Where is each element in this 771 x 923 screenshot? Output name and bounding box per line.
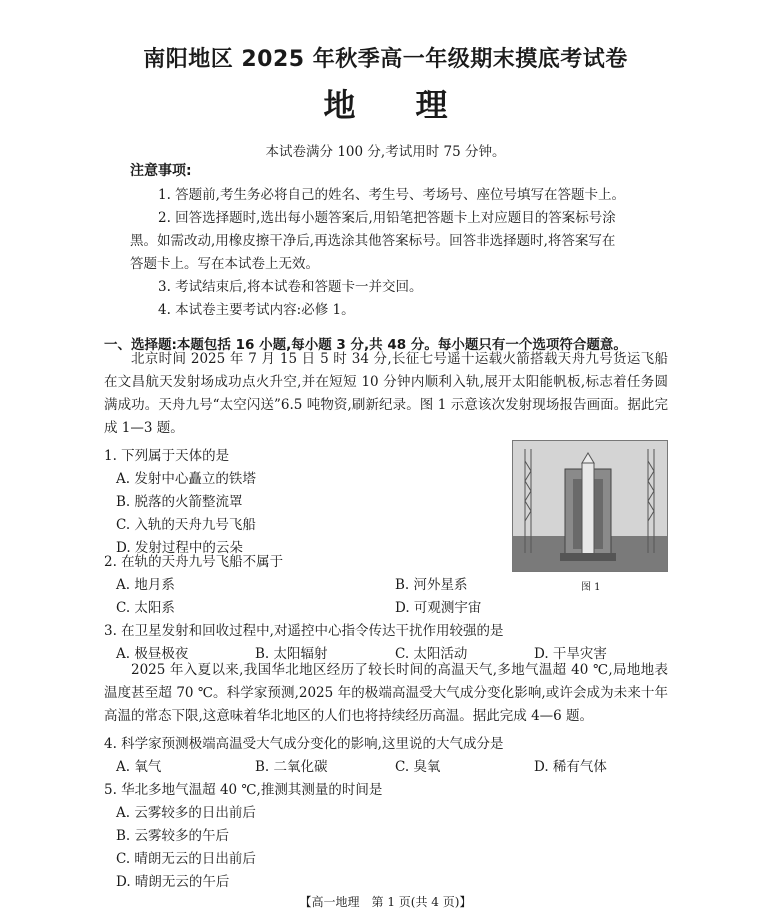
question-2-option: A. 地月系 <box>116 577 175 593</box>
question-5-option: B. 云雾较多的午后 <box>116 828 230 844</box>
question-2-option: C. 太阳系 <box>116 600 175 616</box>
figure-caption: 图 1 <box>581 582 601 593</box>
question-3-option: D. 干旱灾害 <box>534 646 607 662</box>
question-4-option: B. 二氧化碳 <box>255 759 328 775</box>
question-5-option: C. 晴朗无云的日出前后 <box>116 851 256 867</box>
question-4-option: A. 氧气 <box>116 759 162 775</box>
exam-info: 本试卷满分 100 分,考试用时 75 分钟。 <box>265 144 506 160</box>
question-1-option: C. 入轨的天舟九号飞船 <box>116 517 256 533</box>
question-3-option: A. 极昼极夜 <box>116 646 189 662</box>
question-1-option: A. 发射中心矗立的铁塔 <box>116 471 256 487</box>
page-footer: 【高一地理 第 1 页(共 4 页)】 <box>299 895 472 909</box>
question-1-stem: 1. 下列属于天体的是 <box>104 448 230 464</box>
notice-heading: 注意事项: <box>130 163 192 179</box>
question-1-option: D. 发射过程中的云朵 <box>116 540 243 556</box>
notice-item: 4. 本试卷主要考试内容:必修 1。 <box>158 302 355 318</box>
question-5-option: D. 晴朗无云的午后 <box>116 874 230 890</box>
subject-title: 地理 <box>323 86 508 124</box>
question-4-option: D. 稀有气体 <box>534 759 607 775</box>
question-5-stem: 5. 华北多地气温超 40 ℃,推测其测量的时间是 <box>104 782 383 798</box>
question-3-stem: 3. 在卫星发射和回收过程中,对遥控中心指令传达干扰作用较强的是 <box>104 623 504 639</box>
exam-title: 南阳地区 2025 年秋季高一年级期末摸底考试卷 <box>143 47 628 72</box>
question-3-option: C. 太阳活动 <box>395 646 468 662</box>
notice-item: 3. 考试结束后,将本试卷和答题卡一并交回。 <box>158 279 423 295</box>
passage-2: 2025 年入夏以来,我国华北地区经历了较长时间的高温天气,多地气温超 40 ℃,局地地表温度甚至超 70 ℃。科学家预测,2025 年的极端高温受大气成分变化影响,或许会成为未来十年高温的常态下限,这意味着华北地区的人们也将持续经历高温。据此完成 4—6 题。 <box>104 662 668 724</box>
question-2-option: D. 可观测宇宙 <box>395 600 482 616</box>
notice-item: 1. 答题前,考生务必将自己的姓名、考生号、考场号、座位号填写在答题卡上。 <box>158 187 625 203</box>
passage-1: 北京时间 2025 年 7 月 15 日 5 时 34 分,长征七号遥十运载火箭搭载天舟九号货运飞船在文昌航天发射场成功点火升空,并在短短 10 分钟内顺利入轨,展开太阳能帆板,标志着任务圆满成功。天舟九号“太空闪送”6.5 吨物资,刷新纪录。图 1 示意该次发射现场报告画面。据此完成 1—3 题。 <box>104 351 668 436</box>
launch-site-figure <box>512 440 668 572</box>
notice-item: 2. 回答选择题时,选出每小题答案后,用铅笔把答题卡上对应题目的答案标号涂 <box>158 210 616 226</box>
question-2-stem: 2. 在轨的天舟九号飞船不属于 <box>104 554 284 570</box>
question-2-option: B. 河外星系 <box>395 577 468 593</box>
notice-item: 黑。如需改动,用橡皮擦干净后,再选涂其他答案标号。回答非选择题时,将答案写在 <box>130 233 616 249</box>
notice-item: 答题卡上。写在本试卷上无效。 <box>130 256 319 272</box>
section-heading: 一、选择题:本题包括 16 小题,每小题 3 分,共 48 分。每小题只有一个选项符合题意。 <box>104 337 627 353</box>
question-4-option: C. 臭氧 <box>395 759 441 775</box>
question-3-option: B. 太阳辐射 <box>255 646 328 662</box>
question-5-option: A. 云雾较多的日出前后 <box>116 805 256 821</box>
question-4-stem: 4. 科学家预测极端高温受大气成分变化的影响,这里说的大气成分是 <box>104 736 504 752</box>
launch-tower-image <box>513 441 667 571</box>
question-1-option: B. 脱落的火箭整流罩 <box>116 494 243 510</box>
